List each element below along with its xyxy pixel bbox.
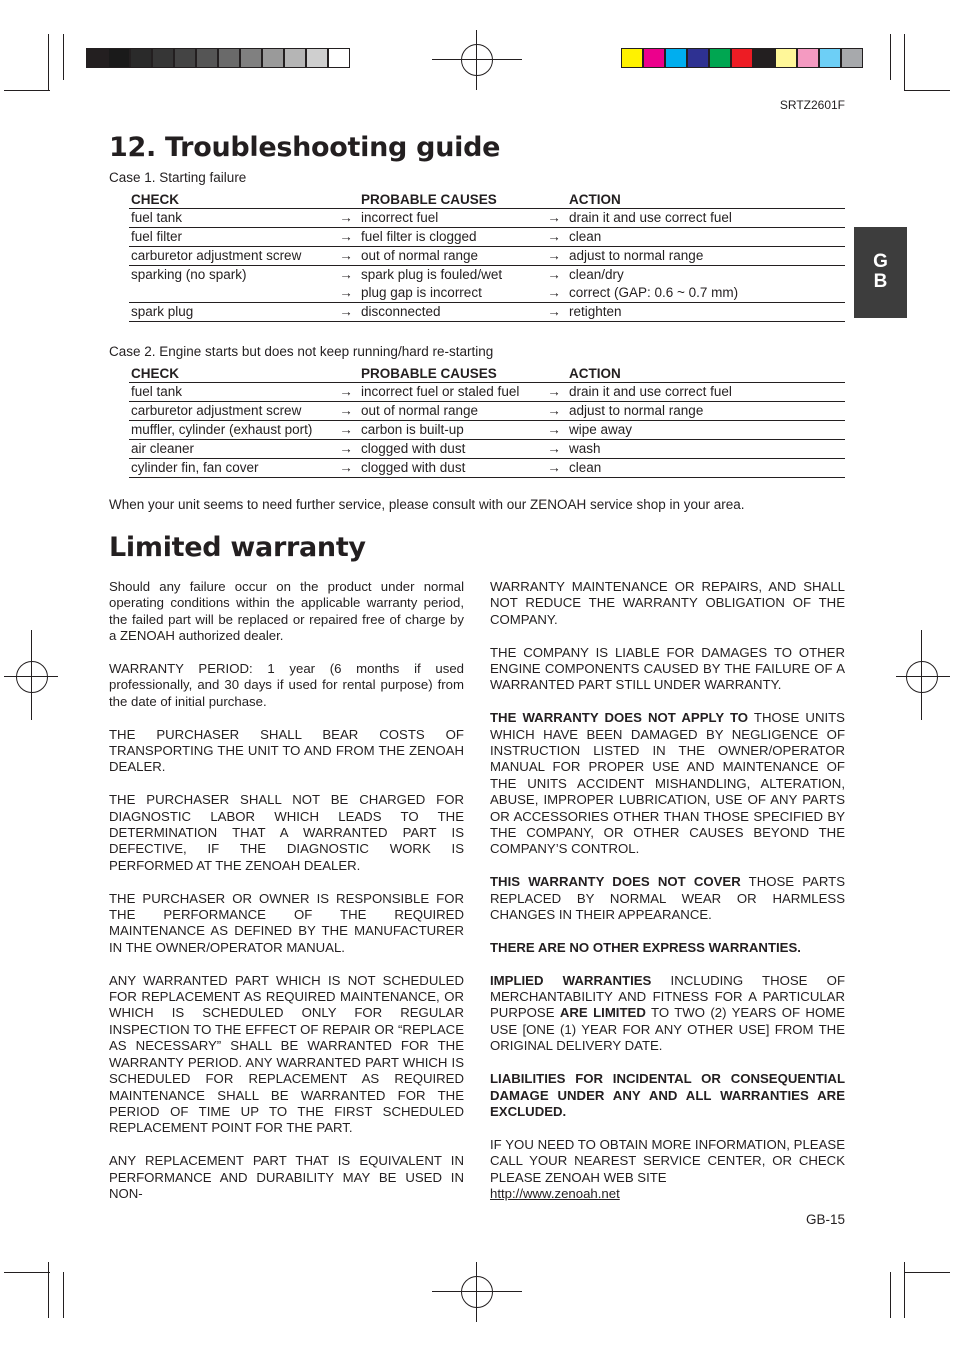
arrow-cell: → (539, 383, 567, 402)
check-cell: sparking (no spark) (131, 267, 247, 282)
arrow-cell: → (539, 440, 567, 459)
check-cell (129, 284, 331, 303)
causes-header: PROBABLE CAUSES (359, 190, 539, 209)
color-swatch (687, 48, 709, 68)
cause-cell: plug gap is incorrect (359, 284, 539, 303)
cause-cell: carbon is built-up (359, 421, 539, 440)
table-row (129, 209, 845, 228)
gray-swatch (218, 48, 240, 68)
table-row (129, 383, 845, 402)
arrow-cell: → (331, 284, 359, 303)
action-cell: correct (GAP: 0.6 ~ 0.7 mm) (567, 284, 845, 303)
check-cell: muffler, cylinder (exhaust port) (129, 421, 331, 440)
check-cell: carburetor adjustment screw (129, 402, 331, 421)
table-row (129, 228, 845, 247)
gray-swatch (262, 48, 284, 68)
arrow-cell: → (539, 209, 567, 228)
color-swatch (841, 48, 863, 68)
check-header: CHECK (129, 190, 331, 209)
case2-header-row (129, 364, 845, 383)
warranty-paragraph: ANY REPLACEMENT PART THAT IS EQUIVALENT IN PERFORMANCE AND DURABILITY MAY BE USED IN NON- (109, 1153, 464, 1201)
table-row (129, 266, 845, 285)
warranty-paragraph: THERE ARE NO OTHER EXPRESS WARRANTIES. (490, 939, 801, 955)
color-swatch (775, 48, 797, 68)
color-swatch (643, 48, 665, 68)
cause-cell: clogged with dust (359, 440, 539, 459)
action-cell: wipe away (567, 421, 845, 440)
warranty-paragraph: THE PURCHASER SHALL NOT BE CHARGED FOR DIAGNOSTIC LABOR WHICH LEADS TO THE DETERMINATION THAT A WARRANTED PART IS DEFECTIVE, IF THE DIAGNOSTIC WORK IS PERFORMED AT THE ZENOAH DEALER. (109, 792, 464, 873)
table-row (129, 440, 845, 459)
gray-swatch (306, 48, 328, 68)
arrow-cell: → (331, 209, 359, 228)
warranty-exclusions-paragraph: THE WARRANTY DOES NOT APPLY TO THOSE UNITS WHICH HAVE BEEN DAMAGED BY NEGLIGENCE OF INSTRUCTION LISTED IN THE OWNER/OPERATOR MANUAL FOR PROPER USE AND MAINTENANCE OF THE UNITS ACCIDENT MISHANDLING, ALTERATION, ABUSE, IMPROPER LUBRICATION, USE OF ANY PARTS OR ACCESSORIES OTHER THAN THOSE SPECIFIED BY THE COMPANY, OR OTHER CAUSES BEYOND THE COMPANY’S CONTROL. (490, 710, 845, 857)
liabilities-paragraph: LIABILITIES FOR INCIDENTAL OR CONSEQUENTIAL DAMAGE UNDER ANY AND ALL WARRANTIES ARE EXCLUDED. (490, 1071, 845, 1119)
causes-header: PROBABLE CAUSES (359, 364, 539, 383)
arrow-cell: → (539, 284, 567, 303)
website-link[interactable]: http://www.zenoah.net (490, 1185, 620, 1201)
gray-swatch (240, 48, 262, 68)
color-swatch (819, 48, 841, 68)
arrow-cell: → (339, 267, 353, 282)
table-row (129, 459, 845, 478)
document-code: SRTZ2601F (779, 98, 845, 112)
action-cell: clean (567, 459, 845, 478)
color-swatch (797, 48, 819, 68)
service-note: When your unit seems to need further service, please consult with our ZENOAH service shop in your area. (109, 497, 745, 512)
arrow-cell: → (331, 247, 359, 266)
action-header: ACTION (567, 364, 845, 383)
action-cell: adjust to normal range (567, 402, 845, 421)
action-cell: retighten (567, 303, 845, 322)
warranty-paragraph: THE COMPANY IS LIABLE FOR DAMAGES TO OTHER ENGINE COMPONENTS CAUSED BY THE FAILURE OF A WARRANTED PART STILL UNDER WARRANTY. (490, 644, 845, 693)
warranty-coverage-paragraph: THIS WARRANTY DOES NOT COVER THOSE PARTS REPLACED BY NORMAL WEAR OR HARMLESS CHANGES IN THEIR APPEARANCE. (490, 874, 845, 923)
warranty-paragraph: Should any failure occur on the product under normal operating conditions within the applicable warranty period, the failed part will be replaced or repaired free of charge by a ZENOAH authorized dealer. (109, 579, 464, 644)
case2-label: Case 2. Engine starts but does not keep running/hard re-starting (109, 344, 494, 359)
color-calibration-bar (621, 48, 863, 68)
cause-cell: spark plug is fouled/wet (361, 267, 503, 282)
cause-cell: incorrect fuel or staled fuel (359, 383, 539, 402)
check-cell: fuel tank (129, 209, 331, 228)
language-tab-line1: G (873, 251, 888, 272)
arrow-cell: → (331, 421, 359, 440)
case1-table (129, 190, 845, 322)
color-swatch (753, 48, 775, 68)
check-cell: cylinder fin, fan cover (129, 459, 331, 478)
table-row (129, 284, 845, 303)
language-tab (854, 227, 907, 318)
action-cell: adjust to normal range (567, 247, 845, 266)
cause-cell: out of normal range (359, 247, 539, 266)
color-swatch (665, 48, 687, 68)
arrow-cell: → (331, 228, 359, 247)
table-row (129, 421, 845, 440)
action-cell: clean/dry (569, 267, 624, 282)
color-swatch (621, 48, 643, 68)
gray-swatch (152, 48, 174, 68)
arrow-cell: → (539, 303, 567, 322)
warranty-paragraph: ANY WARRANTED PART WHICH IS NOT SCHEDULED FOR REPLACEMENT AS REQUIRED MAINTENANCE, OR WHICH IS SCHEDULED ONLY FOR REGULAR INSPECTION TO THE EFFECT OF REPAIR OR “REPLACE AS NECESSARY” SHALL BE WARRANTED FOR THE WARRANTY PERIOD. ANY WARRANTED PART WHICH IS SCHEDULED FOR REPLACEMENT AS REQUIRED MAINTENANCE SHALL BE WARRANTED FOR THE PERIOD OF TIME UP TO THE FIRST SCHEDULED REPLACEMENT POINT FOR THE PART. (109, 972, 464, 1136)
gray-swatch (284, 48, 306, 68)
troubleshooting-title: 12. Troubleshooting guide (109, 132, 501, 163)
gray-swatch (86, 48, 108, 68)
gray-swatch (328, 48, 350, 68)
arrow-cell: → (539, 402, 567, 421)
action-cell: clean (567, 228, 845, 247)
check-cell: carburetor adjustment screw (129, 247, 331, 266)
action-cell: wash (567, 440, 845, 459)
arrow-cell: → (331, 383, 359, 402)
warranty-period-paragraph: WARRANTY PERIOD: 1 year (6 months if used professionally, and 30 days if used for rental purpose) from the date of initial purchase. (109, 661, 464, 709)
check-cell: fuel filter (129, 228, 331, 247)
table-row (129, 303, 845, 322)
warranty-paragraph: WARRANTY MAINTENANCE OR REPAIRS, AND SHALL NOT REDUCE THE WARRANTY OBLIGATION OF THE COMPANY. (490, 579, 845, 627)
gray-swatch (108, 48, 130, 68)
arrow-cell: → (331, 303, 359, 322)
page-number: GB-15 (805, 1212, 845, 1227)
check-cell: air cleaner (129, 440, 331, 459)
arrow-cell: → (331, 402, 359, 421)
warranty-left-column (109, 579, 464, 1219)
gray-swatch (130, 48, 152, 68)
check-cell: spark plug (129, 303, 331, 322)
grayscale-calibration-bar (86, 48, 350, 68)
warranty-paragraph: THE PURCHASER OR OWNER IS RESPONSIBLE FOR THE PERFORMANCE OF THE REQUIRED MAINTENANCE AS DEFINED BY THE MANUFACTURER IN THE OWNER/OPERATOR MANUAL. (109, 890, 464, 955)
warranty-paragraph: THE PURCHASER SHALL BEAR COSTS OF TRANSPORTING THE UNIT TO AND FROM THE ZENOAH DEALER. (109, 726, 464, 775)
language-tab-line2: B (873, 271, 888, 292)
gray-swatch (174, 48, 196, 68)
action-cell: drain it and use correct fuel (567, 383, 845, 402)
case2-table (129, 364, 845, 478)
cause-cell: out of normal range (359, 402, 539, 421)
color-swatch (731, 48, 753, 68)
arrow-cell: → (331, 440, 359, 459)
warranty-period-label: WARRANTY PERIOD: (109, 661, 253, 677)
table-row (129, 247, 845, 266)
contact-paragraph: IF YOU NEED TO OBTAIN MORE INFORMATION, PLEASE CALL YOUR NEAREST SERVICE CENTER, OR CHECK PLEASE ZENOAH WEB SITE http://www.zenoah.net (490, 1136, 845, 1201)
arrow-cell: → (539, 228, 567, 247)
arrow-cell: → (331, 459, 359, 478)
check-header: CHECK (129, 364, 331, 383)
table-row (129, 402, 845, 421)
warranty-title: Limited warranty (109, 532, 366, 563)
arrow-cell: → (539, 459, 567, 478)
warranty-right-column (490, 579, 845, 1202)
case1-header-row (129, 190, 845, 209)
cause-cell: incorrect fuel (359, 209, 539, 228)
cause-cell: fuel filter is clogged (359, 228, 539, 247)
case1-label: Case 1. Starting failure (109, 170, 247, 185)
cause-cell: disconnected (359, 303, 539, 322)
action-cell: drain it and use correct fuel (567, 209, 845, 228)
check-cell: fuel tank (129, 383, 331, 402)
arrow-cell: → (539, 247, 567, 266)
gray-swatch (196, 48, 218, 68)
arrow-cell: → (539, 421, 567, 440)
arrow-cell: → (547, 267, 561, 282)
cause-cell: clogged with dust (359, 459, 539, 478)
action-header: ACTION (567, 190, 845, 209)
implied-warranties-paragraph: IMPLIED WARRANTIES INCLUDING THOSE OF MERCHANTABILITY AND FITNESS FOR A PARTICULAR PURPOSE ARE LIMITED TO TWO (2) YEARS OF HOME USE [ONE (1) YEAR FOR ANY OTHER USE] FROM THE ORIGINAL DELIVERY DATE. (490, 972, 845, 1054)
color-swatch (709, 48, 731, 68)
